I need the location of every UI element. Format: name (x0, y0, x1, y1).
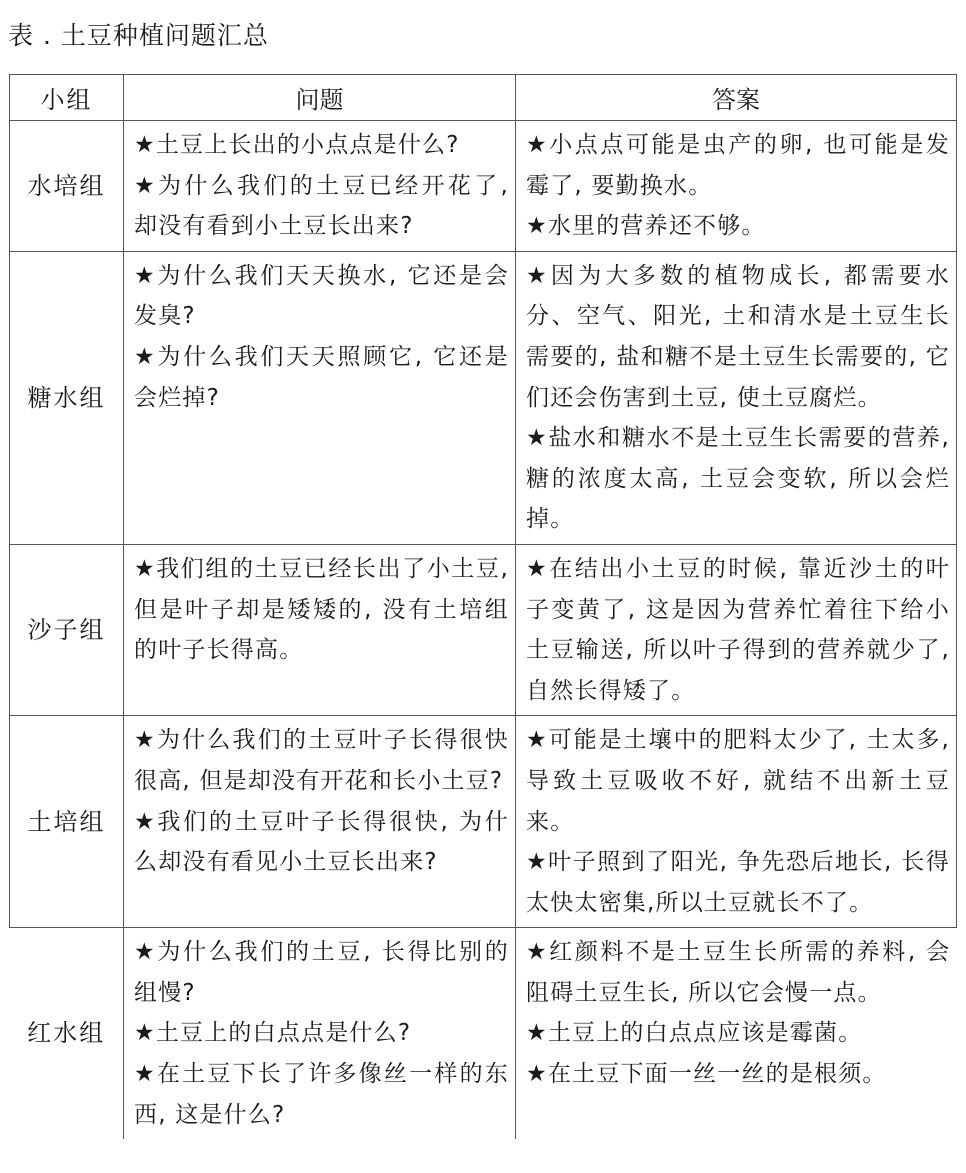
answer-text: ★可能是土壤中的肥料太少了, 土太多, 导致土豆吸收不好, 就结不出新土豆来。 (526, 727, 950, 835)
questions-cell (124, 716, 516, 928)
answer-text: ★红颜料不是土豆生长所需的养料, 会阻碍土豆生长, 所以它会慢一点。 (526, 939, 951, 1006)
table-row-red-water (10, 928, 957, 1139)
table-caption: 表 . 土豆种植问题汇总 (8, 21, 269, 50)
questions-cell (124, 251, 516, 544)
group-cell: 水培组 (10, 121, 124, 252)
question-text: ★为什么我们天天换水, 它还是会发臭? (134, 262, 509, 330)
group-cell: 沙子组 (10, 544, 124, 715)
answer-text: ★在结出小土豆的时候, 靠近沙土的叶子变黄了, 这是因为营养忙着往下给小土豆输送, 所以叶子得到的营养就少了, 自然长得矮了。 (526, 555, 950, 704)
group-cell: 红水组 (10, 928, 124, 1139)
question-text: ★我们组的土豆已经长出了小土豆, 但是叶子却是矮矮的, 没有土培组的叶子长得高。 (134, 555, 509, 664)
answer-text: ★叶子照到了阳光, 争先恐后地长, 长得太快太密集,所以土豆就长不了。 (526, 849, 950, 916)
answer-text: ★水里的营养还不够。 (526, 213, 766, 240)
answers-cell (516, 251, 957, 544)
question-text: ★土豆上长出的小点点是什么? (134, 132, 460, 158)
answers-cell (516, 121, 957, 252)
question-text: ★我们的土豆叶子长得很快, 为什么却没有看见小土豆长出来? (134, 808, 509, 876)
question-text: ★土豆上的白点点是什么? (134, 1020, 412, 1047)
column-header-answers: 答案 (516, 75, 957, 121)
answer-text: ★在土豆下面一丝一丝的是根须。 (526, 1061, 887, 1088)
table-row-soil (10, 716, 957, 928)
answer-text: ★盐水和糖水不是土豆生长需要的营养, 糖的浓度太高, 土豆会变软, 所以会烂掉。 (526, 425, 950, 533)
questions-cell (124, 544, 516, 715)
answers-cell (516, 928, 957, 1139)
potato-problems-table (9, 74, 957, 1139)
question-text: ★为什么我们的土豆已经开花了, 却没有看到小土豆长出来? (134, 172, 509, 240)
questions-cell (124, 121, 516, 252)
question-text: ★为什么我们的土豆叶子长得很快很高, 但是却没有开花和长小土豆? (134, 727, 509, 794)
questions-cell (124, 928, 516, 1139)
group-cell: 土培组 (10, 716, 124, 928)
answer-text: ★小点点可能是虫产的卵, 也可能是发霉了, 要勤换水。 (526, 132, 950, 199)
table-header-row (10, 75, 957, 121)
answer-text: ★因为大多数的植物成长, 都需要水分、空气、阳光, 土和清水是土豆生长需要的, 盐和糖不是土豆生长需要的, 它们还会伤害到土豆, 使土豆腐烂。 (526, 262, 950, 411)
table-row-water-culture (10, 121, 957, 252)
question-text: ★为什么我们天天照顾它, 它还是会烂掉? (134, 343, 509, 411)
question-text: ★在土豆下长了许多像丝一样的东西, 这是什么? (134, 1061, 509, 1128)
answer-text: ★土豆上的白点点应该是霉菌。 (526, 1020, 863, 1047)
answers-cell (516, 544, 957, 715)
question-text: ★为什么我们的土豆, 长得比别的组慢? (134, 939, 509, 1006)
answers-cell (516, 716, 957, 928)
column-header-questions: 问题 (124, 75, 516, 121)
table-row-sand (10, 544, 957, 715)
column-header-group: 小组 (10, 75, 124, 121)
group-cell: 糖水组 (10, 251, 124, 544)
table-row-sugar-water (10, 251, 957, 544)
